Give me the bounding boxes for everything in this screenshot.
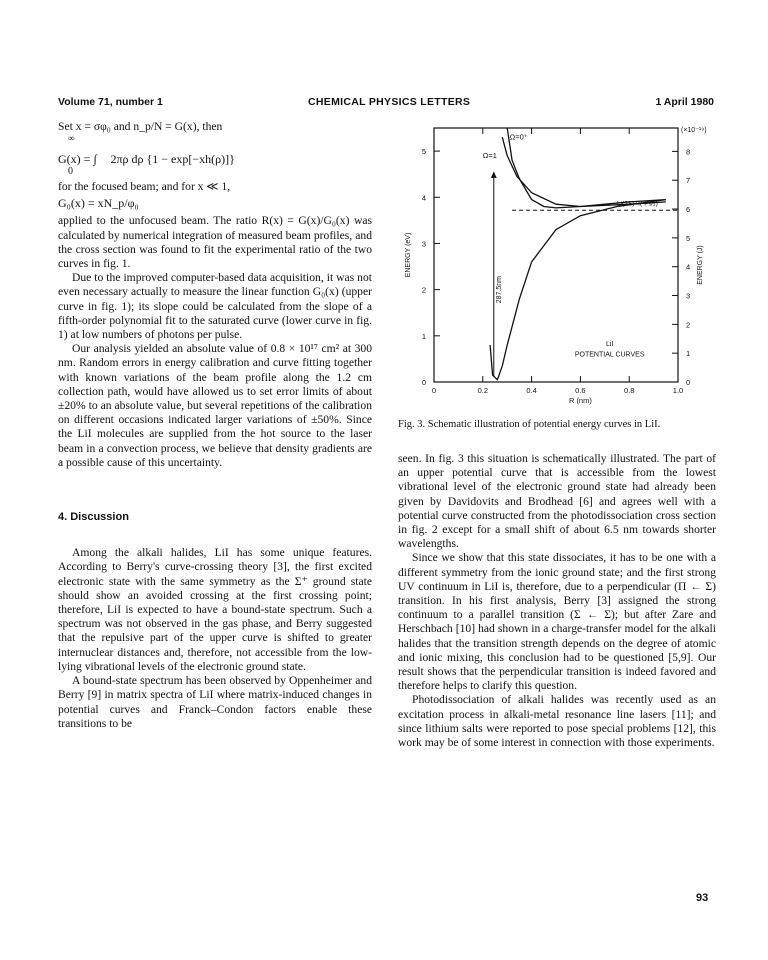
journal-title: CHEMICAL PHYSICS LETTERS bbox=[308, 96, 471, 108]
y-tick-label: 5 bbox=[421, 147, 426, 157]
set-line: Set x = σφ₀ and n_p/N = G(x), then bbox=[58, 120, 223, 133]
y2-tick-label: 1 bbox=[686, 349, 691, 359]
y-tick-label: 0 bbox=[421, 378, 426, 387]
paragraph: Since we show that this state dissociates, it has to be one with a different symmetry from the ionic ground state; and the first strong UV continuum in LiI is, therefore, due to a perpendicular (Π ← Σ) transition. In his first analysis, Berry [3] assigned the strong continuum to a parallel transition (Σ ← Σ); but after Zare and Herschbach [10] had shown in a charge-transfer model for the alkali halides that the transition strength depends on the degree of atomic and ionic mixing, this conclusion had to be questioned [5,9]. Our result shows that the perpendicular transition is indeed favored and therefore helps to clarify this question. bbox=[398, 551, 716, 693]
equation-2: G₀(x) = xN_p/φ₀ bbox=[58, 196, 139, 211]
right-axis-label: ENERGY (J) bbox=[697, 245, 704, 285]
paragraph: Due to the improved computer-based data acquisition, it was not even necessary actually to measure the linear function G₀(x) (upper curve in fig. 1); its slope could be calculated from the slope of a fifth-order polynomial fit to the saturated curve (lower curve in fig. 1) at low numbers of photons per pulse. bbox=[58, 271, 372, 342]
figure-caption: Fig. 3. Schematic illustration of potential energy curves in LiI. bbox=[398, 419, 661, 430]
y-tick-label: 4 bbox=[421, 193, 426, 203]
paragraph: Our analysis yielded an absolute value of 0.8 × 10¹⁷ cm² at 300 nm. Random errors in energy calibration and curve fitting together with known variations of the beam profile along the 1.2 cm collection path, would have allowed us to set error limits of about ±20% to an absolute value, but several repetitions of the calibration on different occasions indicated larger variations of ±50%. Since the LiI molecules are supplied from the hot source to the laser beam in a convection process, we believe that density gradients are a possible cause of this uncertainty. bbox=[58, 342, 372, 469]
y2-tick-label: 0 bbox=[686, 378, 691, 387]
paragraph: A bound-state spectrum has been observed by Oppenheimer and Berry [9] in matrix spectra of LiI where matrix-induced changes in potential curves and Franck–Condon factors enable these transitions to be bbox=[58, 674, 372, 730]
equation-1-lhs: G(x) = bbox=[58, 152, 91, 167]
section-title: 4. Discussion bbox=[58, 511, 129, 524]
y2-tick-label: 2 bbox=[686, 320, 691, 330]
y-tick-label: 1 bbox=[421, 331, 426, 341]
potential-curves-label: POTENTIAL CURVES bbox=[574, 351, 645, 359]
x-tick-label: 0.4 bbox=[526, 386, 537, 395]
equation-1-rhs: 2πρ dρ {1 − exp[−xh(ρ)]} bbox=[110, 152, 235, 167]
paragraph: seen. In fig. 3 this situation is schematically illustrated. The part of an upper potential curve that is accessible from the lowest vibrational level of the electronic ground state had already been given by Davidovits and Brodhead [6] and agrees well with a potential curve constructed from the photodissociation cross section in fig. 2 except for a small shift of about 6.5 nm towards shorter wavelengths. bbox=[398, 452, 716, 551]
omega-0-plus-label: Ω=0⁺ bbox=[509, 132, 528, 142]
y-tick-label: 3 bbox=[421, 239, 426, 249]
figure-3 bbox=[398, 118, 716, 418]
x-tick-label: 0 bbox=[431, 386, 437, 395]
asymptote-label: Li(2S)+I(²P₃/₂) bbox=[617, 200, 658, 208]
y2-tick-label: 6 bbox=[686, 205, 691, 215]
page-number: 93 bbox=[696, 892, 709, 904]
integral-sign-icon: ∫ bbox=[93, 152, 97, 167]
omega-0-plus-curve bbox=[507, 128, 666, 208]
omega-1-curve bbox=[502, 137, 666, 206]
paragraph: applied to the unfocused beam. The ratio R(x) = G(x)/G₀(x) was calculated by numerical integration of measured beam profiles, and the cross section was found to fit the experimental ratio of the two curves in fig. 1. bbox=[58, 214, 372, 271]
page-header bbox=[58, 96, 714, 110]
volume-label: Volume 71, number 1 bbox=[58, 96, 163, 108]
arrow-head-icon bbox=[491, 172, 497, 178]
x-tick-label: 0.2 bbox=[477, 386, 489, 395]
right-axis-scale: (×10⁻¹⁹) bbox=[681, 127, 707, 134]
y2-tick-label: 5 bbox=[686, 233, 691, 243]
x-tick-label: 0.8 bbox=[623, 386, 635, 395]
right-column bbox=[398, 452, 716, 750]
left-column bbox=[58, 120, 372, 731]
wavelength-label: 287.5nm bbox=[496, 276, 504, 304]
plot-frame bbox=[434, 128, 678, 382]
paragraph: Among the alkali halides, LiI has some unique features. According to Berry's curve-crossing theory [3], the first excited electronic state with the same symmetry as the Σ⁺ ground state should show an avoided crossing at the first crossing point; therefore, LiI is expected to have a bound-state spectrum. Such a spectrum was not observed in the gas phase, and Berry suggested that the repulsive part of the upper curve is shifted to greater internuclear distances and, therefore, not accessible from the low-lying vibrational levels of the electronic ground state. bbox=[58, 546, 372, 673]
issue-date: 1 April 1980 bbox=[655, 96, 714, 108]
y2-tick-label: 8 bbox=[686, 147, 691, 157]
left-axis-label: ENERGY (eV) bbox=[405, 232, 412, 278]
x-axis-label: R (nm) bbox=[568, 396, 592, 405]
x-tick-label: 1.0 bbox=[672, 386, 684, 395]
x-tick-label: 0.6 bbox=[575, 386, 586, 395]
y2-tick-label: 3 bbox=[686, 291, 691, 301]
potential-energy-chart bbox=[398, 118, 716, 418]
y2-tick-label: 4 bbox=[686, 262, 691, 272]
equation-1 bbox=[58, 133, 372, 178]
y2-tick-label: 7 bbox=[686, 176, 691, 186]
integral-upper-limit: ∞ bbox=[68, 133, 75, 144]
paragraph: Photodissociation of alkali halides was recently used as an excitation process in alkali-metal resonance line lasers [11]; and since lithium salts were reported to pose special problems [12], this work may be of some interest in connection with those experiments. bbox=[398, 693, 716, 750]
molecule-label: LiI bbox=[605, 340, 614, 348]
omega-1-label: Ω=1 bbox=[482, 151, 497, 161]
y-tick-label: 2 bbox=[421, 285, 426, 295]
focused-line: for the focused beam; and for x ≪ 1, bbox=[58, 180, 231, 194]
integral-lower-limit: 0 bbox=[68, 166, 73, 178]
